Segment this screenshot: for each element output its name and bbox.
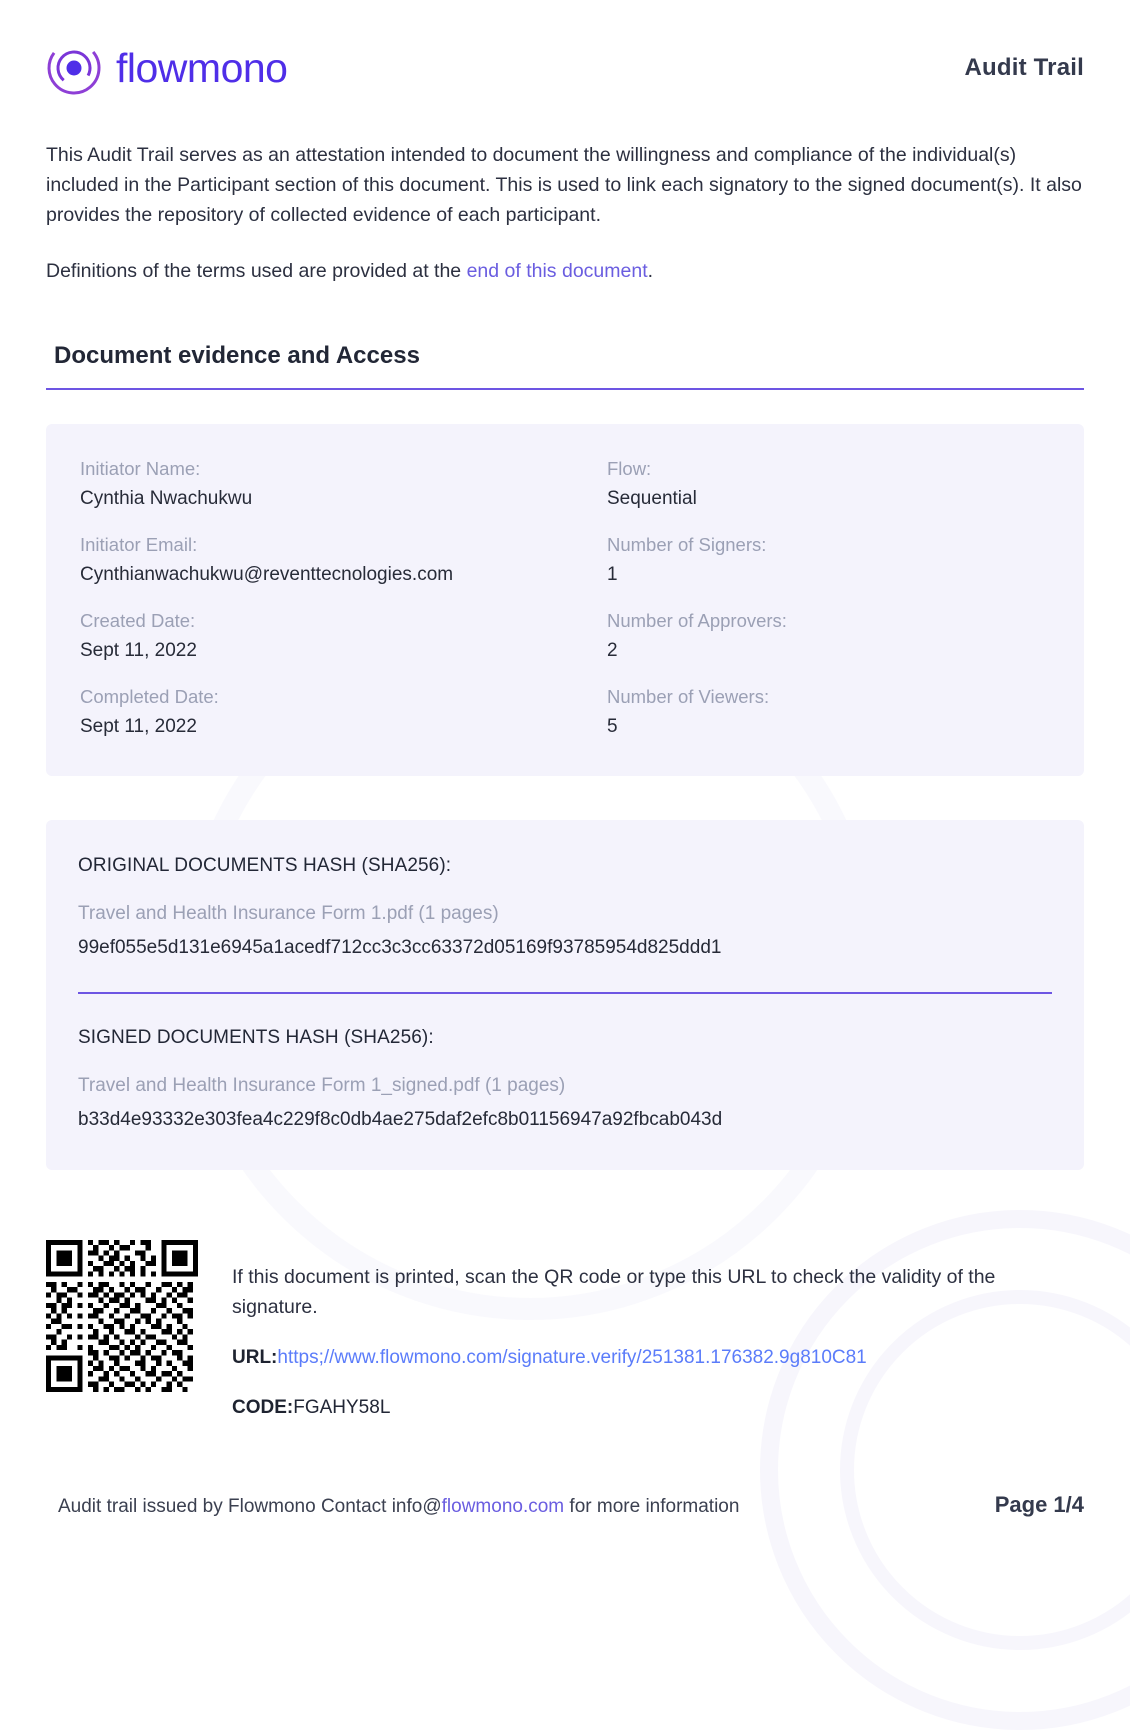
- field-label: Initiator Email:: [80, 534, 198, 555]
- field-value: 1: [607, 564, 618, 585]
- qr-code-icon: [46, 1240, 198, 1392]
- intro-paragraph-2-prefix: Definitions of the terms used are provided at the: [46, 260, 467, 282]
- field-value: 5: [607, 716, 618, 737]
- signed-hash-value: b33d4e93332e303fea4c229f8c0db4ae275daf2efc8b01156947a92fbcab043d: [78, 1109, 723, 1130]
- field-label: Completed Date:: [80, 686, 219, 707]
- field-number-of-signers: [607, 530, 1052, 590]
- field-label: Number of Signers:: [607, 534, 767, 555]
- section-title: Document evidence and Access: [54, 342, 420, 369]
- signed-hash-filename: Travel and Health Insurance Form 1_signed.pdf (1 pages): [78, 1075, 566, 1096]
- original-hash-group: [78, 852, 1052, 962]
- intro-paragraph-1: This Audit Trail serves as an attestation intended to document the willingness and compliance of the individual(s) included in the Participant section of this document. This is used to link each signatory to the signed document(s). It also provides the repository of collected evidence of each participant.: [46, 144, 1082, 226]
- field-value: Sept 11, 2022: [80, 716, 197, 737]
- verification-text: [232, 1240, 1084, 1422]
- field-number-of-approvers: [607, 606, 1052, 666]
- evidence-right-column: [565, 454, 1052, 742]
- field-value: 2: [607, 640, 618, 661]
- field-value: Cynthia Nwachukwu: [80, 488, 253, 509]
- code-label: CODE:: [232, 1397, 294, 1418]
- original-hash-filename: Travel and Health Insurance Form 1.pdf (1 pages): [78, 903, 499, 924]
- footer-flowmono-link[interactable]: flowmono.com: [441, 1496, 565, 1517]
- verification-code-line: [232, 1394, 1084, 1422]
- field-value: Sept 11, 2022: [80, 640, 197, 661]
- page-number: Page 1/4: [994, 1492, 1084, 1517]
- field-initiator-email: [80, 530, 565, 590]
- field-label: Number of Viewers:: [607, 686, 770, 707]
- field-label: Initiator Name:: [80, 458, 201, 479]
- evidence-left-column: [78, 454, 565, 742]
- field-completed-date: [80, 682, 565, 742]
- footer-note-suffix: for more information: [564, 1496, 740, 1517]
- url-label: URL:: [232, 1347, 278, 1368]
- intro-section: [0, 96, 1130, 286]
- verification-code-value: FGAHY58L: [293, 1397, 391, 1418]
- field-number-of-viewers: [607, 682, 1052, 742]
- document-hash-card: [46, 820, 1084, 1170]
- page-header: [0, 0, 1130, 96]
- brand-name: flowmono: [116, 44, 288, 91]
- brand-logo: [46, 40, 287, 96]
- field-label: Flow:: [607, 458, 652, 479]
- flowmono-logo-icon: [46, 40, 102, 96]
- document-kind-title: Audit Trail: [964, 54, 1084, 81]
- signed-hash-group: [78, 1024, 1052, 1134]
- hash-divider: [78, 992, 1052, 994]
- end-of-document-link[interactable]: end of this document: [466, 260, 648, 282]
- footer-note-prefix: Audit trail issued by Flowmono Contact info@: [58, 1496, 442, 1517]
- footer-note: [46, 1496, 739, 1518]
- field-flow: [607, 454, 1052, 514]
- original-hash-title: ORIGINAL DOCUMENTS HASH (SHA256):: [78, 855, 452, 876]
- evidence-section-header: [0, 342, 1130, 390]
- intro-paragraph-2-suffix: .: [647, 260, 654, 282]
- field-value: Sequential: [607, 488, 697, 509]
- verification-block: [46, 1240, 1084, 1422]
- page-footer: [0, 1492, 1130, 1518]
- verification-url-link[interactable]: https;//www.flowmono.com/signature.verify/251381.176382.9g810C81: [277, 1347, 867, 1368]
- field-value: Cynthianwachukwu@reventtecnologies.com: [80, 564, 454, 585]
- verification-note: If this document is printed, scan the QR code or type this URL to check the validity of the signature.: [232, 1266, 996, 1318]
- field-label: Created Date:: [80, 610, 196, 631]
- field-created-date: [80, 606, 565, 666]
- intro-paragraph-2: [46, 256, 1084, 286]
- original-hash-value: 99ef055e5d131e6945a1acedf712cc3c3cc63372d05169f93785954d825ddd1: [78, 937, 722, 958]
- verification-url-line: [232, 1344, 1084, 1372]
- signed-hash-title: SIGNED DOCUMENTS HASH (SHA256):: [78, 1027, 434, 1048]
- evidence-card: [46, 424, 1084, 776]
- field-initiator-name: [80, 454, 565, 514]
- section-divider: [46, 388, 1084, 390]
- field-label: Number of Approvers:: [607, 610, 787, 631]
